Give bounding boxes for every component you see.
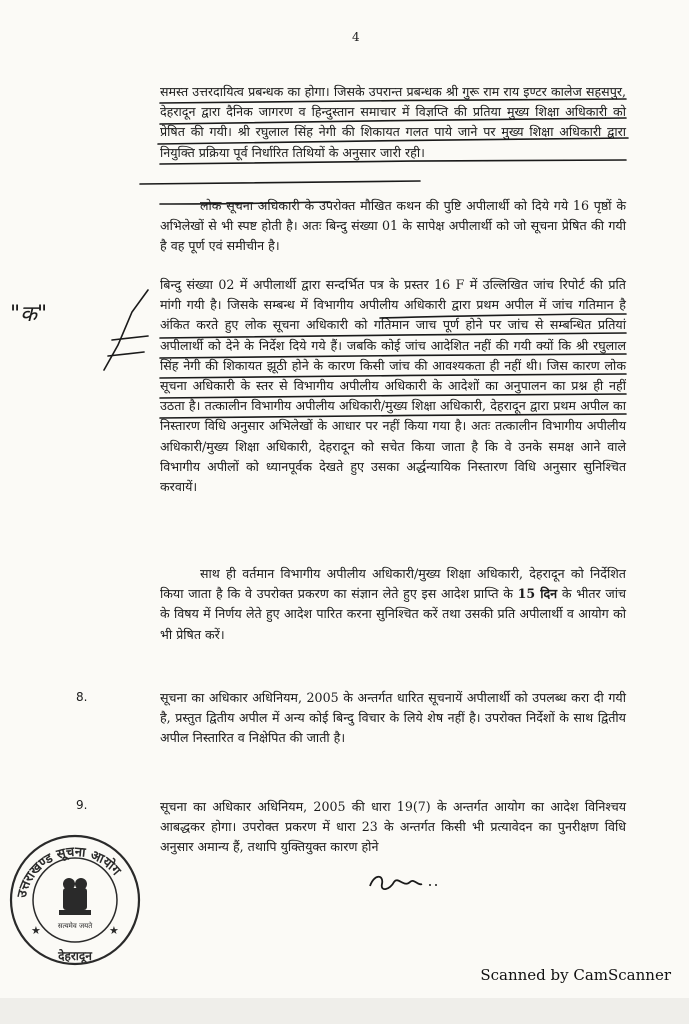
paragraph-4-text-a: साथ ही वर्तमान विभागीय अपीलीय अधिकारी/मुख्य शिक्षा अधिकारी, देहरादून को निर्देशित किया जाता है कि वे उपरोक्त प्रकरण का संज्ञान लेते हुए इस आदेश प्राप्ति के (160, 566, 626, 602)
bracket-tick-2 (108, 352, 144, 356)
paragraph-4-deadline: 15 दिन (517, 586, 558, 602)
paragraph-1: समस्त उत्तरदायित्व प्रबन्धक का होगा। जिसके उपरान्त प्रबन्धक श्री गुरू राम राय इण्टर कालेज सहसपुर, देहरादून द्वारा दैनिक जागरण व हिन्दुस्तान समाचार में विज्ञप्ति की प्रतिया मुख्य शिक्षा अधिकारी को प्रेषित की गयी। श्री रघुलाल सिंह नेगी की शिकायत गलत पाये जाने पर मुख्य शिक्षा अधिकारी द्वारा नियुक्ति प्रक्रिया पूर्व निर्धारित तिथियों के अनुसार जारी रही। (160, 84, 626, 160)
bracket-tick-1 (112, 336, 148, 340)
underline-5 (140, 181, 420, 184)
paragraph-8: सूचना का अधिकार अधिनियम, 2005 के अन्तर्गत धारित सूचनायें अपीलार्थी को उपलब्ध करा दी गयी है, प्रस्तुत द्वितीय अपील में अन्य कोई बिन्दु विचार के लिये शेष नहीं है। उपरोक्त निर्देशों के साथ द्वितीय अपील निस्तारित व निक्षेपित की जाती है। (160, 690, 626, 746)
paragraph-3: बिन्दु संख्या 02 में अपीलार्थी द्वारा सन्दर्भित पत्र के प्रस्तर 16 F में उल्लिखित जांच रिपोर्ट की प्रति मांगी गयी है। जिसके सम्बन्ध में विभागीय अपीलीय अधिकारी द्वारा प्रथम अपील में जांच गतिमान है अंकित करते हुए लोक सूचना अधिकारी को गतिमान जाच पूर्ण होने पर जांच से सम्बन्धित प्रतियां अपीलार्थी को देने के निर्देश दिये गये हैं। जबकि कोई जांच आदेशित नहीं की गयी क्यों कि श्री रघुलाल सिंह नेगी की शिकायत झूठी होने के कारण किसी जांच की आवश्यकता ही नहीं थी। जिस कारण लोक सूचना अधिकारी के स्तर से विभागीय अपीलीय अधिकारी के आदेशों का अनुपालन का प्रश्न ही नहीं उठता है। तत्कालीन विभागीय अपीलीय अधिकारी/मुख्य शिक्षा अधिकारी, देहरादून द्वारा प्रथम अपील का निस्तारण विधि अनुसार अभिलेखों के आधार पर नहीं किया गया है। अतः तत्कालीन विभागीय अपीलीय अधिकारी/मुख्य शिक्षा अधिकारी, देहरादून को सचेत किया जाता है कि वे उनके समक्ष आने वाले विभागीय अपीलों को ध्यानपूर्वक देखते हुए उसका अर्द्धन्यायिक निस्तारण विधि अनुसार सुनिश्चित करवायें। (160, 277, 626, 495)
svg-text:★: ★ (109, 924, 119, 937)
signature (364, 868, 444, 898)
bracket-stroke (104, 290, 148, 370)
section-number-9: 9. (76, 798, 88, 812)
margin-note: "क" (10, 302, 48, 327)
seal-arc-text: उत्तराखण्ड सूचना आयोग (14, 844, 124, 900)
seal-motto: सत्यमेव जयते (57, 922, 93, 930)
section-number-8: 8. (76, 690, 88, 704)
commission-seal (5, 828, 145, 968)
footer-bar (0, 998, 689, 1024)
paragraph-2: लोक सूचना अधिकारी के उपरोक्त मौखित कथन की पुष्टि अपीलार्थी को दिये गये 16 पृष्ठों के अभिलेखों से भी स्पष्ट होती है। अतः बिन्दु संख्या 01 के सापेक्ष अपीलार्थी को जो सूचना प्रेषित की गयी है वह पूर्ण एवं समीचीन है। (160, 198, 626, 254)
svg-text:★: ★ (31, 924, 41, 937)
emblem-icon (59, 878, 91, 915)
seal-bottom-text: देहरादून (58, 949, 92, 963)
paragraph-9: सूचना का अधिकार अधिनियम, 2005 की धारा 19(7) के अन्तर्गत आयोग का आदेश विनिश्चय आबद्धकर होगा। उपरोक्त प्रकरण में धारा 23 के अन्तर्गत किसी भी प्रत्यावेदन का पुनरीक्षण विधि अनुसार अमान्य हैं, तथापि युक्तियुक्त कारण होने (160, 799, 626, 855)
scanned-by-footer: Scanned by CamScanner (480, 966, 671, 984)
paragraph-4 (160, 564, 626, 645)
paragraph-4-text-b: के भीतर जांच के विषय में निर्णय लेते हुए आदेश पारित करना सुनिश्चित करें तथा उसकी प्रति अपीलार्थी व आयोग को भी प्रेषित करें। (160, 586, 627, 642)
page-number: 4 (352, 30, 360, 44)
